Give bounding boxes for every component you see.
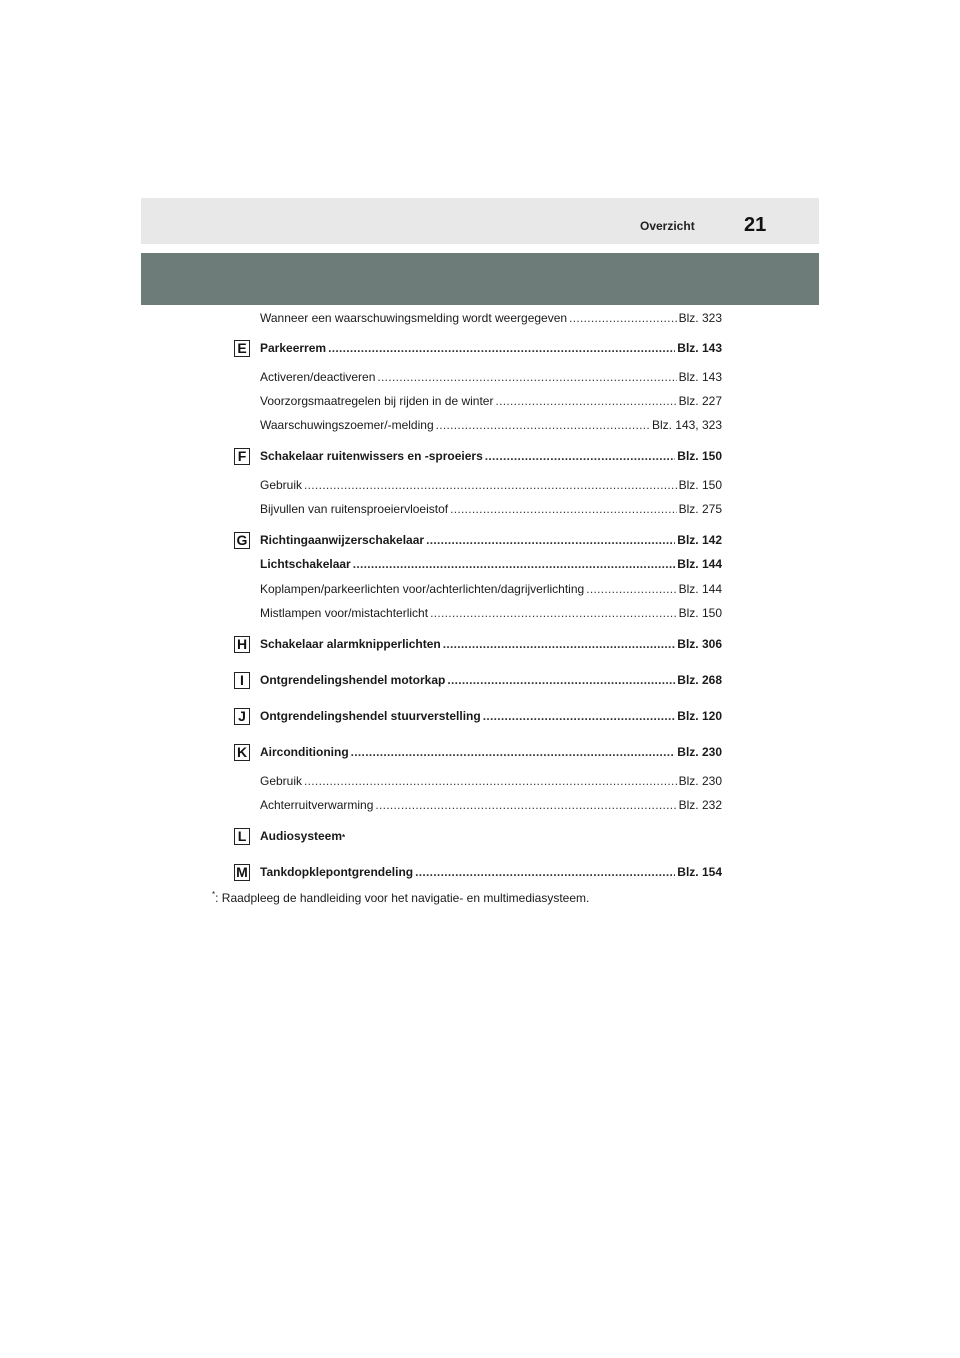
toc-entry-page: Blz. 232 [678, 798, 722, 812]
toc-entry-page: Blz. 230 [677, 745, 722, 759]
toc-entry-page: Blz. 230 [678, 774, 722, 788]
leader-dots [430, 606, 677, 621]
toc-entry[interactable] [260, 709, 722, 724]
section-letter-badge: E [234, 340, 250, 357]
toc-entry-label: Parkeerrem [260, 341, 327, 355]
leader-dots [485, 449, 676, 464]
section-letter-badge: I [234, 672, 250, 689]
leader-dots [483, 709, 676, 724]
toc-entry-page: Blz. 120 [677, 709, 722, 723]
toc-entry-label: Wanneer een waarschuwingsmelding wordt weergegeven [260, 311, 568, 325]
footnote-text: : Raadpleeg de handleiding voor het navigatie- en multimediasysteem. [215, 891, 590, 905]
toc-entry[interactable] [260, 673, 722, 688]
toc-entry-page: Blz. 150 [677, 449, 722, 463]
leader-dots [443, 637, 676, 652]
section-letter-badge: L [234, 828, 250, 845]
toc-entry-label: Ontgrendelingshendel stuurverstelling [260, 709, 481, 723]
toc-entry[interactable] [260, 798, 722, 813]
header-band [141, 253, 819, 305]
toc-entry-page: Blz. 150 [678, 606, 722, 620]
toc-entry[interactable] [260, 606, 722, 621]
toc-entry[interactable] [260, 774, 722, 789]
toc-entry-label: Waarschuwingszoemer/-melding [260, 418, 434, 432]
section-letter-badge: K [234, 744, 250, 761]
toc-entry[interactable] [260, 449, 722, 464]
toc-entry-page: Blz. 323 [678, 311, 722, 325]
toc-entry-label: Tankdopklepontgrendeling [260, 865, 414, 879]
toc-entry-page: Blz. 144 [678, 582, 722, 596]
toc-entry-label: Schakelaar ruitenwissers en -sproeiers [260, 449, 483, 463]
toc-entry-page: Blz. 142 [677, 533, 722, 547]
section-letter-badge: F [234, 448, 250, 465]
toc-entry-label: Gebruik [260, 774, 303, 788]
section-title: Overzicht [640, 219, 695, 233]
leader-dots [586, 582, 676, 597]
toc-entry-page: Blz. 268 [677, 673, 722, 687]
section-letter-badge: G [234, 532, 250, 549]
leader-dots [304, 478, 677, 493]
toc-entry[interactable] [260, 865, 722, 880]
leader-dots [351, 745, 676, 760]
toc-entry[interactable] [260, 394, 722, 409]
section-letter-badge: M [234, 864, 250, 881]
toc-entry[interactable] [260, 502, 722, 517]
header-top-bar [141, 198, 819, 244]
toc-entry[interactable] [260, 418, 722, 433]
toc-entry[interactable] [260, 533, 722, 548]
toc-entry-label: Schakelaar alarmknipperlichten [260, 637, 441, 651]
toc-entry-page: Blz. 275 [678, 502, 722, 516]
section-letter-badge: H [234, 636, 250, 653]
toc-entry-label: Gebruik [260, 478, 303, 492]
footnote-marker: * [212, 890, 216, 899]
leader-dots [304, 774, 677, 789]
toc-entry[interactable] [260, 478, 722, 493]
toc-entry-page: Blz. 143 [677, 341, 722, 355]
toc-entry[interactable] [260, 829, 722, 845]
toc-entry-label: Lichtschakelaar [260, 557, 351, 571]
toc-entry[interactable] [260, 557, 722, 572]
page-number: 21 [744, 214, 767, 236]
toc-entry[interactable] [260, 341, 722, 356]
toc-entry-label: Achterruitverwarming [260, 798, 374, 812]
toc-entry-page: Blz. 144 [677, 557, 722, 571]
toc-entry[interactable] [260, 311, 722, 326]
toc-entry-page: Blz. 150 [678, 478, 722, 492]
toc-entry-page: Blz. 143 [678, 370, 722, 384]
leader-dots [353, 557, 676, 572]
footnote-marker: * [342, 833, 346, 842]
toc-entry-label: Audiosysteem [260, 829, 343, 843]
leader-dots [447, 673, 675, 688]
leader-dots [415, 865, 675, 880]
toc-entry-label: Airconditioning [260, 745, 349, 759]
toc-entry-label: Activeren/deactiveren [260, 370, 376, 384]
leader-dots [436, 418, 650, 433]
toc-entry-label: Koplampen/parkeerlichten voor/achterlichten/dagrijverlichting [260, 582, 585, 596]
toc-entry-label: Voorzorgsmaatregelen bij rijden in de winter [260, 394, 494, 408]
toc-entry-page: Blz. 227 [678, 394, 722, 408]
toc-entry[interactable] [260, 582, 722, 597]
toc-entry-label: Ontgrendelingshendel motorkap [260, 673, 446, 687]
leader-dots [328, 341, 675, 356]
toc-entry-page: Blz. 143, 323 [651, 418, 722, 432]
toc-entry-label: Richtingaanwijzerschakelaar [260, 533, 425, 547]
section-letter-badge: J [234, 708, 250, 725]
footnote [212, 890, 589, 905]
leader-dots [569, 311, 677, 326]
toc-entry[interactable] [260, 370, 722, 385]
leader-dots [450, 502, 677, 517]
toc-entry-label: Bijvullen van ruitensproeiervloeistof [260, 502, 449, 516]
toc-entry[interactable] [260, 745, 722, 760]
leader-dots [495, 394, 676, 409]
leader-dots [426, 533, 675, 548]
toc-entry-label: Mistlampen voor/mistachterlicht [260, 606, 429, 620]
toc-entry-page: Blz. 306 [677, 637, 722, 651]
leader-dots [375, 798, 676, 813]
leader-dots [377, 370, 676, 385]
toc-entry[interactable] [260, 637, 722, 652]
toc-entry-page: Blz. 154 [677, 865, 722, 879]
